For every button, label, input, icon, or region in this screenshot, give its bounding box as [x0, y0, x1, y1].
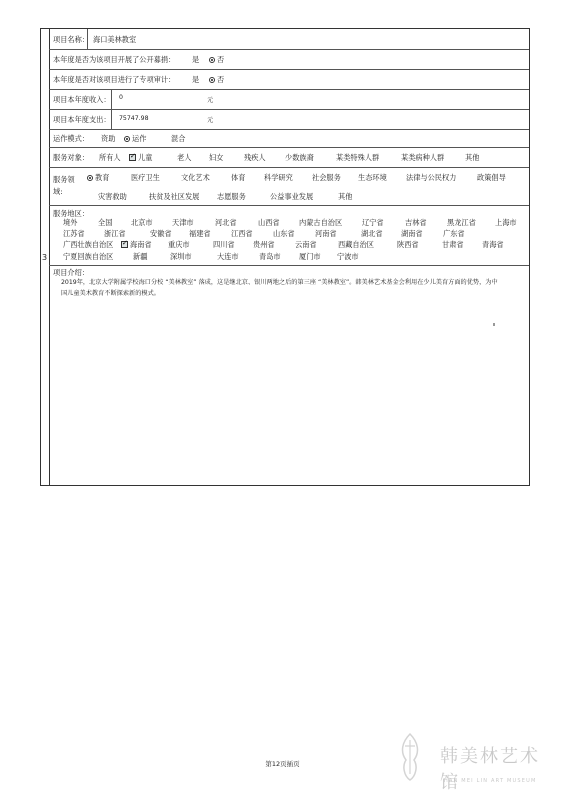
- income-label: 项目本年度收入：: [53, 95, 111, 104]
- target-option-special-group[interactable]: 某类特殊人群: [336, 153, 380, 162]
- operation-option-operate-label: 运作: [132, 134, 147, 143]
- region-chongqing[interactable]: 重庆市: [168, 240, 190, 249]
- watermark-title: 韩美林艺术馆: [440, 746, 540, 793]
- target-option-disabled[interactable]: 残疾人: [244, 153, 266, 162]
- region-jiangxi[interactable]: 江西省: [231, 229, 253, 238]
- fundraising-yes[interactable]: 是: [192, 55, 200, 64]
- field-option-education-label: 教育: [95, 173, 110, 182]
- field-option-public-welfare[interactable]: 公益事业发展: [270, 192, 314, 201]
- region-fujian[interactable]: 福建省: [189, 229, 211, 238]
- income-row: [49, 89, 529, 110]
- region-overseas[interactable]: 境外: [63, 218, 78, 227]
- field-option-volunteer[interactable]: 志愿服务: [217, 192, 246, 201]
- operation-mode-row: [49, 129, 529, 148]
- field-option-other[interactable]: 其他: [338, 192, 353, 201]
- region-xiamen[interactable]: 厦门市: [299, 252, 321, 261]
- region-anhui[interactable]: 安徽省: [150, 229, 172, 238]
- region-ningbo[interactable]: 宁波市: [337, 252, 359, 261]
- region-hebei[interactable]: 河北省: [215, 218, 237, 227]
- region-hainan[interactable]: [121, 240, 152, 250]
- target-option-elderly[interactable]: 老人: [177, 153, 192, 162]
- radio-selected-icon: [87, 175, 93, 181]
- region-jiangsu[interactable]: 江苏省: [63, 229, 85, 238]
- scan-speck: [493, 323, 495, 326]
- service-region-label: 服务地区：: [53, 209, 89, 218]
- region-heilongjiang[interactable]: 黑龙江省: [447, 218, 476, 227]
- fundraising-row: [49, 49, 529, 70]
- project-intro-row: [49, 265, 529, 485]
- region-shandong[interactable]: 山东省: [273, 229, 295, 238]
- region-yunnan[interactable]: 云南省: [295, 240, 317, 249]
- project-form-sheet: [40, 28, 530, 486]
- operation-mode-label: 运作模式：: [53, 134, 89, 143]
- row-number: 3: [42, 253, 48, 262]
- region-guangdong[interactable]: 广东省: [443, 229, 465, 238]
- audit-row: [49, 69, 529, 90]
- region-beijing[interactable]: 北京市: [131, 218, 153, 227]
- region-ningxia[interactable]: 宁夏回族自治区: [63, 252, 114, 261]
- audit-label: 本年度是否对该项目进行了专项审计：: [53, 75, 176, 84]
- income-unit: 元: [207, 97, 214, 104]
- project-intro-text: [61, 278, 515, 299]
- fundraising-no-label: 否: [217, 55, 225, 64]
- field-option-social[interactable]: 社会服务: [312, 173, 341, 182]
- field-option-poverty[interactable]: 扶贫及社区发展: [149, 192, 200, 201]
- service-target-label: 服务对象：: [53, 153, 89, 162]
- project-intro-line-2: 国儿童美术教育不断探索新的模式。: [61, 289, 160, 297]
- field-option-policy[interactable]: 政策倡导: [477, 173, 506, 182]
- expense-value[interactable]: 75747.98: [119, 115, 149, 122]
- service-target-row: [49, 147, 529, 168]
- radio-selected-icon: [124, 136, 130, 142]
- region-national[interactable]: 全国: [98, 218, 113, 227]
- target-option-other[interactable]: 其他: [465, 153, 480, 162]
- project-intro-line-1: 2019年，北京大学附属学校海口分校 “美林教室” 落成，这是继北京、银川两地之后的第三座 “美林教室”。韩美林艺术基金会利用在少儿美育方面的优势，为中: [61, 279, 498, 286]
- region-xinjiang[interactable]: 新疆: [133, 252, 148, 261]
- operation-option-operate[interactable]: [124, 134, 146, 144]
- operation-option-mixed[interactable]: 混合: [171, 134, 186, 143]
- region-shenzhen[interactable]: 深圳市: [170, 252, 192, 261]
- region-hunan[interactable]: 湖南省: [401, 229, 423, 238]
- income-value[interactable]: 0: [119, 94, 123, 101]
- project-intro-label: 项目介绍：: [53, 268, 89, 277]
- checkbox-checked-icon: [129, 154, 136, 161]
- target-option-children-label: 儿童: [138, 153, 153, 162]
- project-name-label: 项目名称：: [53, 35, 89, 44]
- service-field-label-2: 域:: [53, 187, 63, 196]
- field-option-medical[interactable]: 医疗卫生: [131, 173, 160, 182]
- service-field-label-1: 服务领: [53, 175, 75, 184]
- field-option-science[interactable]: 科学研究: [264, 173, 293, 182]
- service-region-row: [49, 205, 529, 266]
- region-gansu[interactable]: 甘肃省: [442, 240, 464, 249]
- field-option-sports[interactable]: 体育: [231, 173, 246, 182]
- region-inner-mongolia[interactable]: 内蒙古自治区: [299, 218, 343, 227]
- target-option-women[interactable]: 妇女: [209, 153, 224, 162]
- field-option-culture[interactable]: 文化艺术: [181, 173, 210, 182]
- field-option-education[interactable]: [87, 173, 109, 183]
- region-henan[interactable]: 河南省: [315, 229, 337, 238]
- target-option-minority[interactable]: 少数族裔: [285, 153, 314, 162]
- museum-logo-icon: [396, 730, 424, 782]
- region-jilin[interactable]: 吉林省: [405, 218, 427, 227]
- region-guizhou[interactable]: 贵州省: [253, 240, 275, 249]
- checkbox-checked-icon: [121, 241, 128, 248]
- target-option-children[interactable]: [129, 153, 152, 163]
- region-qingdao[interactable]: 青岛市: [259, 252, 281, 261]
- museum-watermark: [432, 740, 550, 800]
- region-tibet[interactable]: 西藏自治区: [338, 240, 374, 249]
- audit-yes[interactable]: 是: [192, 75, 200, 84]
- region-tianjin[interactable]: 天津市: [172, 218, 194, 227]
- page-footer: 第12页插页: [265, 760, 300, 768]
- region-guangxi[interactable]: 广西壮族自治区: [63, 240, 114, 249]
- expense-row: [49, 109, 529, 130]
- project-name-row: [49, 29, 529, 50]
- expense-unit: 元: [207, 117, 214, 124]
- audit-no-option[interactable]: [209, 75, 224, 85]
- fundraising-no-option[interactable]: [209, 55, 224, 65]
- watermark-subtitle: HAN MEI LIN ART MUSEUM: [444, 778, 537, 784]
- region-hubei[interactable]: 湖北省: [361, 229, 383, 238]
- region-shaanxi[interactable]: 陕西省: [397, 240, 419, 249]
- target-option-disease-group[interactable]: 某类病种人群: [401, 153, 445, 162]
- target-option-all[interactable]: 所有人: [99, 153, 121, 162]
- service-field-row: [49, 167, 529, 206]
- region-shanxi[interactable]: 山西省: [258, 218, 280, 227]
- region-dalian[interactable]: 大连市: [217, 252, 239, 261]
- radio-selected-icon: [209, 57, 215, 63]
- field-option-ecology[interactable]: 生态环境: [358, 173, 387, 182]
- field-option-disaster[interactable]: 灾害救助: [98, 192, 127, 201]
- operation-option-fund[interactable]: 资助: [101, 134, 116, 143]
- region-liaoning[interactable]: 辽宁省: [362, 218, 384, 227]
- region-qinghai[interactable]: 青海省: [482, 240, 504, 249]
- field-option-law[interactable]: 法律与公民权力: [406, 173, 457, 182]
- fundraising-label: 本年度是否为该项目开展了公开募捐：: [53, 55, 176, 64]
- expense-label: 项目本年度支出：: [53, 115, 111, 124]
- region-shanghai[interactable]: 上海市: [495, 218, 517, 227]
- region-sichuan[interactable]: 四川省: [213, 240, 235, 249]
- region-zhejiang[interactable]: 浙江省: [104, 229, 126, 238]
- radio-selected-icon: [209, 77, 215, 83]
- audit-no-label: 否: [217, 75, 225, 84]
- project-name-value[interactable]: 海口美林教室: [93, 35, 137, 44]
- region-hainan-label: 海南省: [130, 240, 152, 249]
